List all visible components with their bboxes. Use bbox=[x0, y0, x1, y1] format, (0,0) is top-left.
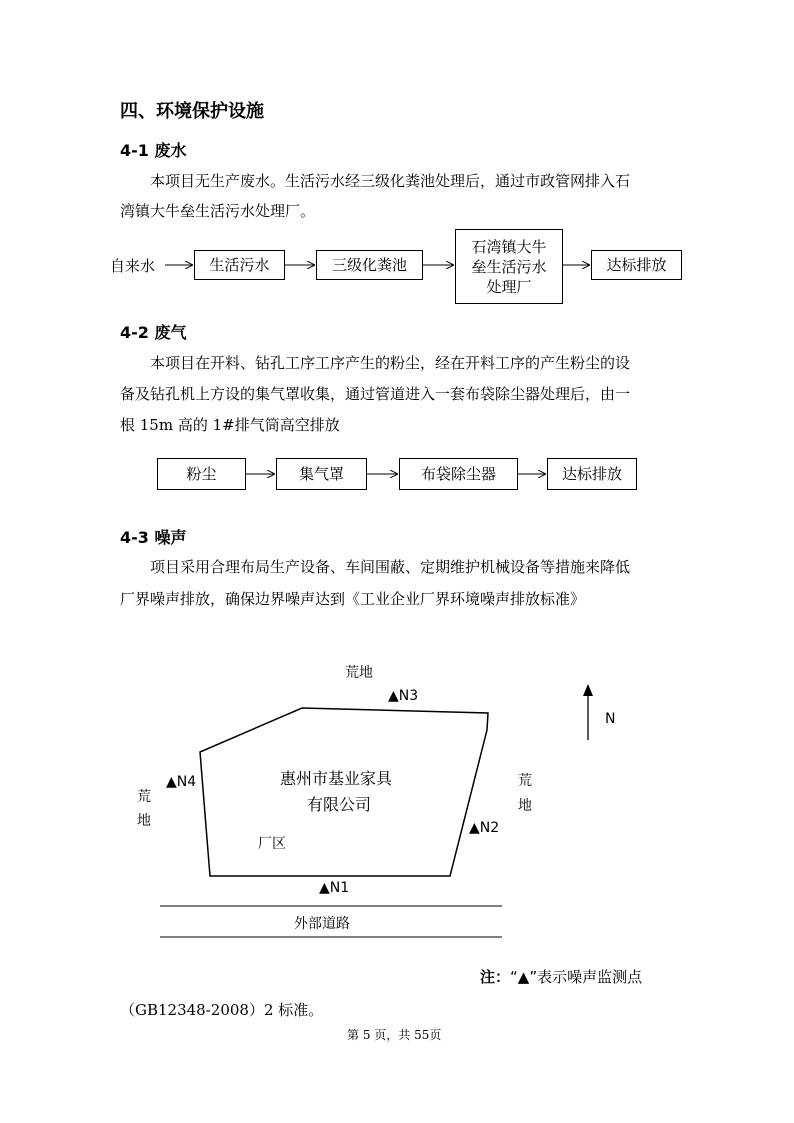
monitor-point-n3: ▲N3 bbox=[388, 688, 419, 704]
flow-box-domestic-sewage: 生活污水 bbox=[194, 250, 285, 280]
map-label-east-wasteland-1: 荒 bbox=[518, 773, 532, 789]
company-name-line-2: 有限公司 bbox=[307, 795, 372, 814]
map-label-west-wasteland-2: 地 bbox=[137, 813, 151, 829]
map-label-east-wasteland-2: 地 bbox=[518, 798, 532, 814]
section-title: 四、环境保护设施 bbox=[120, 101, 264, 122]
exhaust-paragraph-line-3: 根 15m 高的 1#排气筒高空排放 bbox=[120, 416, 340, 434]
noise-paragraph-line-3: （GB12348-2008）2 标准。 bbox=[120, 1001, 324, 1019]
flow-box-compliant-discharge: 达标排放 bbox=[591, 250, 682, 280]
map-label-road: 外部道路 bbox=[294, 916, 350, 932]
treatment-plant-line-1: 石湾镇大牛 bbox=[471, 237, 547, 256]
exhaust-heading: 4-2 废气 bbox=[120, 323, 187, 342]
page-footer: 第 5 页，共 55页 bbox=[347, 1028, 442, 1042]
flow-box-treatment-plant bbox=[455, 229, 563, 304]
monitor-point-n4: ▲N4 bbox=[166, 774, 197, 790]
map-note bbox=[480, 966, 642, 987]
wastewater-paragraph-line-2: 湾镇大牛垒生活污水处理厂。 bbox=[120, 202, 316, 220]
noise-paragraph-line-1: 项目采用合理布局生产设备、车间围蔽、定期维护机械设备等措施来降低 bbox=[150, 558, 631, 576]
north-arrow-label: N bbox=[605, 711, 616, 727]
wastewater-heading: 4-1 废水 bbox=[120, 141, 187, 160]
flow-box-septic-tank: 三级化粪池 bbox=[316, 250, 423, 280]
triangle-marker-icon: ▲ bbox=[388, 688, 399, 704]
flow-box-dust: 粉尘 bbox=[157, 458, 246, 490]
map-note-label: 注： bbox=[480, 968, 511, 986]
treatment-plant-line-3: 处理厂 bbox=[486, 277, 532, 296]
monitor-point-n1: ▲N1 bbox=[319, 880, 350, 896]
triangle-marker-icon: ▲ bbox=[469, 820, 480, 836]
map-label-north-wasteland: 荒地 bbox=[345, 665, 373, 681]
map-label-plant-area: 厂区 bbox=[258, 836, 286, 852]
flow-box-bag-filter: 布袋除尘器 bbox=[399, 458, 518, 490]
wastewater-paragraph-line-1: 本项目无生产废水。生活污水经三级化粪池处理后，通过市政管网排入石 bbox=[150, 172, 631, 190]
triangle-marker-icon: ▲ bbox=[319, 880, 330, 896]
noise-paragraph-line-2: 厂界噪声排放，确保边界噪声达到《工业企业厂界环境噪声排放标准》 bbox=[120, 590, 586, 608]
exhaust-paragraph-line-1: 本项目在开料、钻孔工序工序产生的粉尘，经在开料工序的产生粉尘的设 bbox=[150, 354, 631, 372]
flow-box-gas-hood: 集气罩 bbox=[276, 458, 367, 490]
triangle-marker-icon: ▲ bbox=[166, 774, 177, 790]
map-note-text: “▲”表示噪声监测点 bbox=[510, 968, 643, 986]
noise-heading: 4-3 噪声 bbox=[120, 528, 187, 547]
flow-box-exhaust-discharge: 达标排放 bbox=[547, 458, 637, 490]
treatment-plant-line-2: 垒生活污水 bbox=[471, 257, 547, 276]
monitor-point-n2: ▲N2 bbox=[469, 820, 500, 836]
exhaust-paragraph-line-2: 备及钻孔机上方设的集气罩收集，通过管道进入一套布袋除尘器处理后，由一 bbox=[120, 385, 631, 403]
map-label-west-wasteland-1: 荒 bbox=[137, 789, 151, 805]
company-name-line-1: 惠州市基业家具 bbox=[280, 769, 393, 788]
flow-source: 自来水 bbox=[110, 257, 156, 275]
